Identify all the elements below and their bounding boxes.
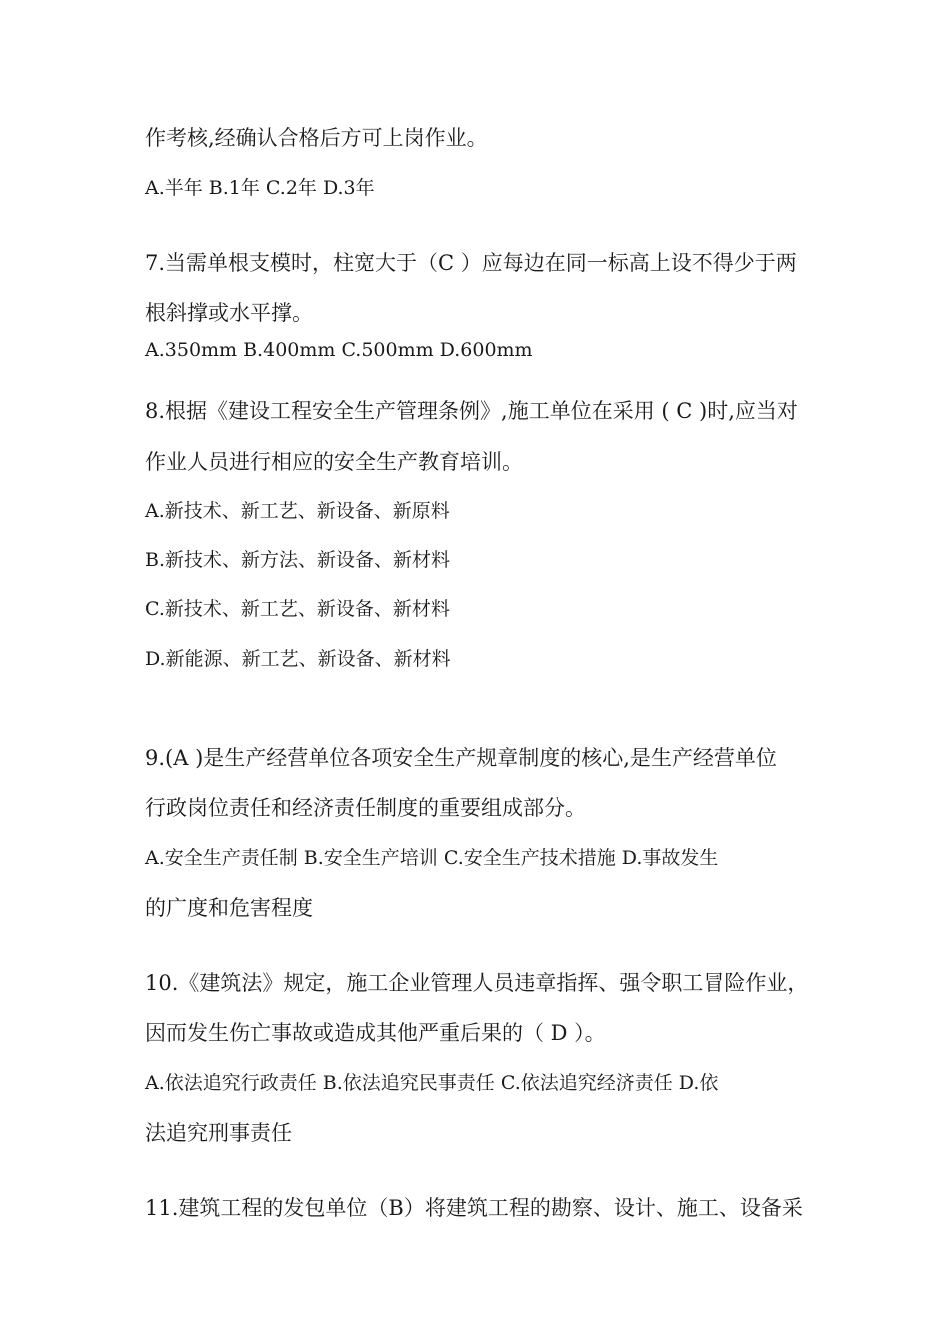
options-line: A.半年 B.1年 C.2年 D.3年 [145, 177, 375, 199]
option-a: A.新技术、新工艺、新设备、新原料 [145, 500, 450, 522]
option-d: D.新能源、新工艺、新设备、新材料 [145, 648, 451, 670]
text-line: 因而发生伤亡事故或造成其他严重后果的（ D ）。 [145, 1021, 606, 1045]
options-line: A.安全生产责任制 B.安全生产培训 C.安全生产技术措施 D.事故发生 [145, 847, 719, 869]
text-line: 根斜撑或水平撑。 [145, 301, 313, 325]
question-11: 11.建筑工程的发包单位（B）将建筑工程的勘察、设计、施工、设备采 [145, 1196, 803, 1220]
options-line: A.350mm B.400mm C.500mm D.600mm [145, 339, 533, 361]
text-line: 法追究刑事责任 [145, 1121, 292, 1145]
options-line: A.依法追究行政责任 B.依法追究民事责任 C.依法追究经济责任 D.依 [145, 1072, 719, 1094]
question-8: 8.根据《建设工程安全生产管理条例》,施工单位在采用 ( C )时,应当对 [145, 399, 798, 423]
text-line: 作业人员进行相应的安全生产教育培训。 [145, 450, 523, 474]
text-line: 行政岗位责任和经济责任制度的重要组成部分。 [145, 796, 586, 820]
option-c: C.新技术、新工艺、新设备、新材料 [145, 598, 450, 620]
text-line: 作考核,经确认合格后方可上岗作业。 [145, 126, 488, 150]
option-b: B.新技术、新方法、新设备、新材料 [145, 549, 451, 571]
question-10: 10.《建筑法》规定，施工企业管理人员违章指挥、强令职工冒险作业， [145, 971, 809, 995]
question-7: 7.当需单根支模时，柱宽大于（C ）应每边在同一标高上设不得少于两 [145, 251, 797, 275]
question-9: 9.(A )是生产经营单位各项安全生产规章制度的核心,是生产经营单位 [145, 746, 777, 770]
text-line: 的广度和危害程度 [145, 896, 313, 920]
